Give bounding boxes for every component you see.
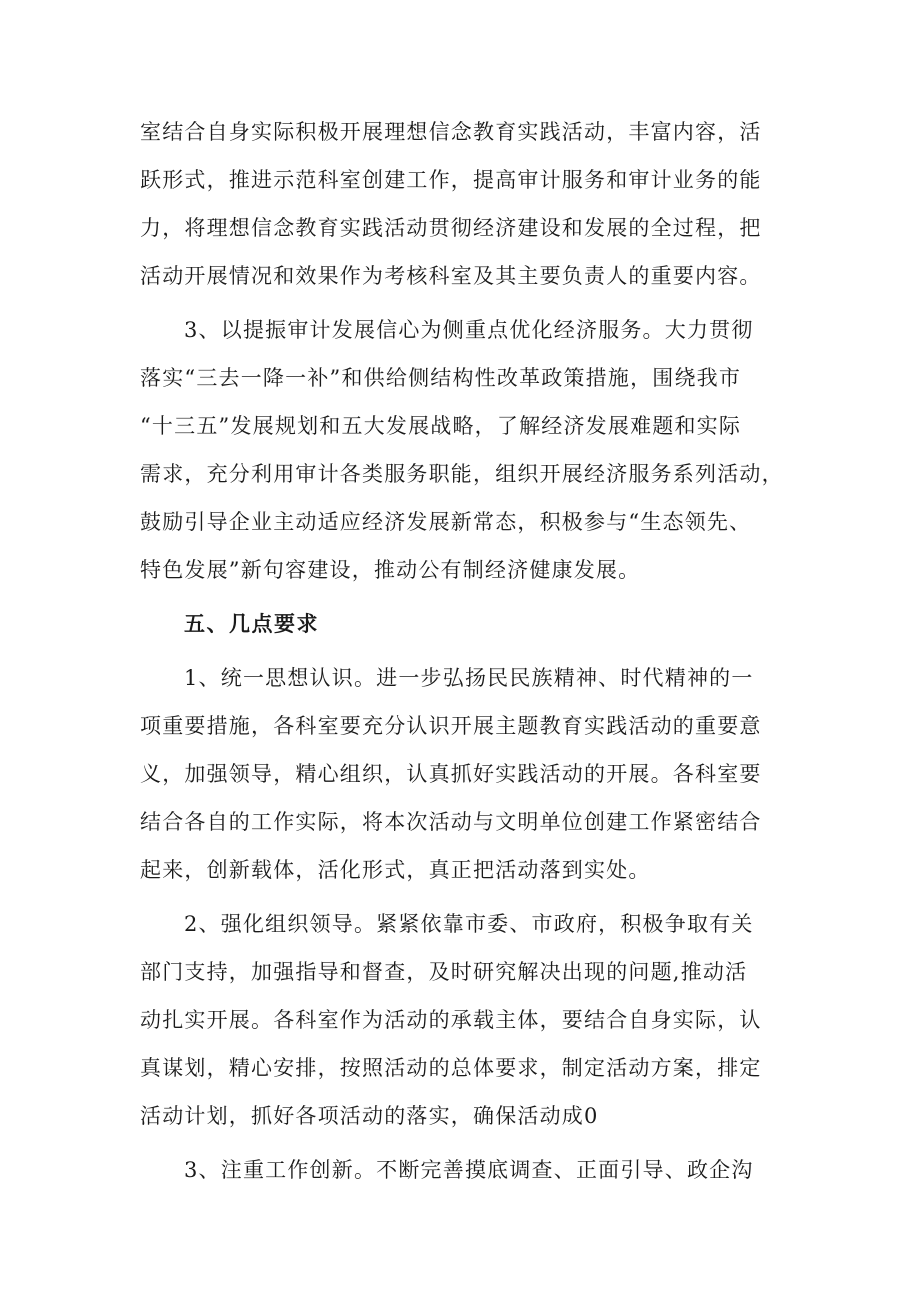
paragraph-organization-leadership bbox=[140, 900, 790, 1140]
text-line: 需求，充分利用审计各类服务职能，组织开展经济服务系列活动， bbox=[140, 462, 784, 486]
text-line: 室结合自身实际积极开展理想信念教育实践活动，丰富内容，活 bbox=[140, 120, 762, 144]
paragraph-unify-thinking bbox=[140, 654, 790, 894]
text-line: 活动计划，抓好各项活动的落实，确保活动成0 bbox=[140, 1104, 599, 1128]
text-line: 跃形式，推进示范科室创建工作，提高审计服务和审计业务的能 bbox=[140, 168, 762, 192]
text-line: 动扎实开展。各科室作为活动的承载主体，要结合自身实际，认 bbox=[140, 1008, 762, 1032]
text-line: 3、以提振审计发展信心为侧重点优化经济服务。大力贯彻 bbox=[184, 318, 754, 342]
text-line: 起来，创新载体，活化形式，真正把活动落到实处。 bbox=[140, 858, 651, 882]
text-line: 落实“三去一降一补”和供给侧结构性改革政策措施，围绕我市 bbox=[140, 366, 742, 390]
paragraph-work-innovation bbox=[140, 1146, 790, 1194]
text-line: “十三五”发展规划和五大发展战略，了解经济发展难题和实际 bbox=[140, 414, 742, 438]
text-line: 结合各自的工作实际，将本次活动与文明单位创建工作紧密结合 bbox=[140, 810, 762, 834]
text-line: 项重要措施，各科室要充分认识开展主题教育实践活动的重要意 bbox=[140, 714, 762, 738]
document-body bbox=[140, 108, 790, 1194]
text-line: 真谋划，精心安排，按照活动的总体要求，制定活动方案，排定 bbox=[140, 1056, 762, 1080]
paragraph-ideals-education bbox=[140, 108, 790, 300]
text-line: 力，将理想信念教育实践活动贯彻经济建设和发展的全过程，把 bbox=[140, 216, 762, 240]
text-line: 2、强化组织领导。紧紧依靠市委、市政府，积极争取有关 bbox=[184, 912, 754, 936]
text-line: 1、统一思想认识。进一步弘扬民民族精神、时代精神的一 bbox=[184, 666, 754, 690]
text-line: 鼓励引导企业主动适应经济发展新常态，积极参与“生态领先、 bbox=[140, 510, 752, 534]
text-line: 部门支持，加强指导和督查，及时研究解决出现的问题,推动活 bbox=[140, 960, 748, 984]
paragraph-economic-service bbox=[140, 306, 790, 594]
section-heading: 五、几点要求 bbox=[184, 612, 319, 636]
text-line: 义，加强领导，精心组织，认真抓好实践活动的开展。各科室要 bbox=[140, 762, 762, 786]
text-line: 特色发展”新句容建设，推动公有制经济健康发展。 bbox=[140, 558, 641, 582]
text-line: 3、注重工作创新。不断完善摸底调查、正面引导、政企沟 bbox=[184, 1158, 754, 1182]
text-line: 活动开展情况和效果作为考核科室及其主要负责人的重要内容。 bbox=[140, 264, 762, 288]
